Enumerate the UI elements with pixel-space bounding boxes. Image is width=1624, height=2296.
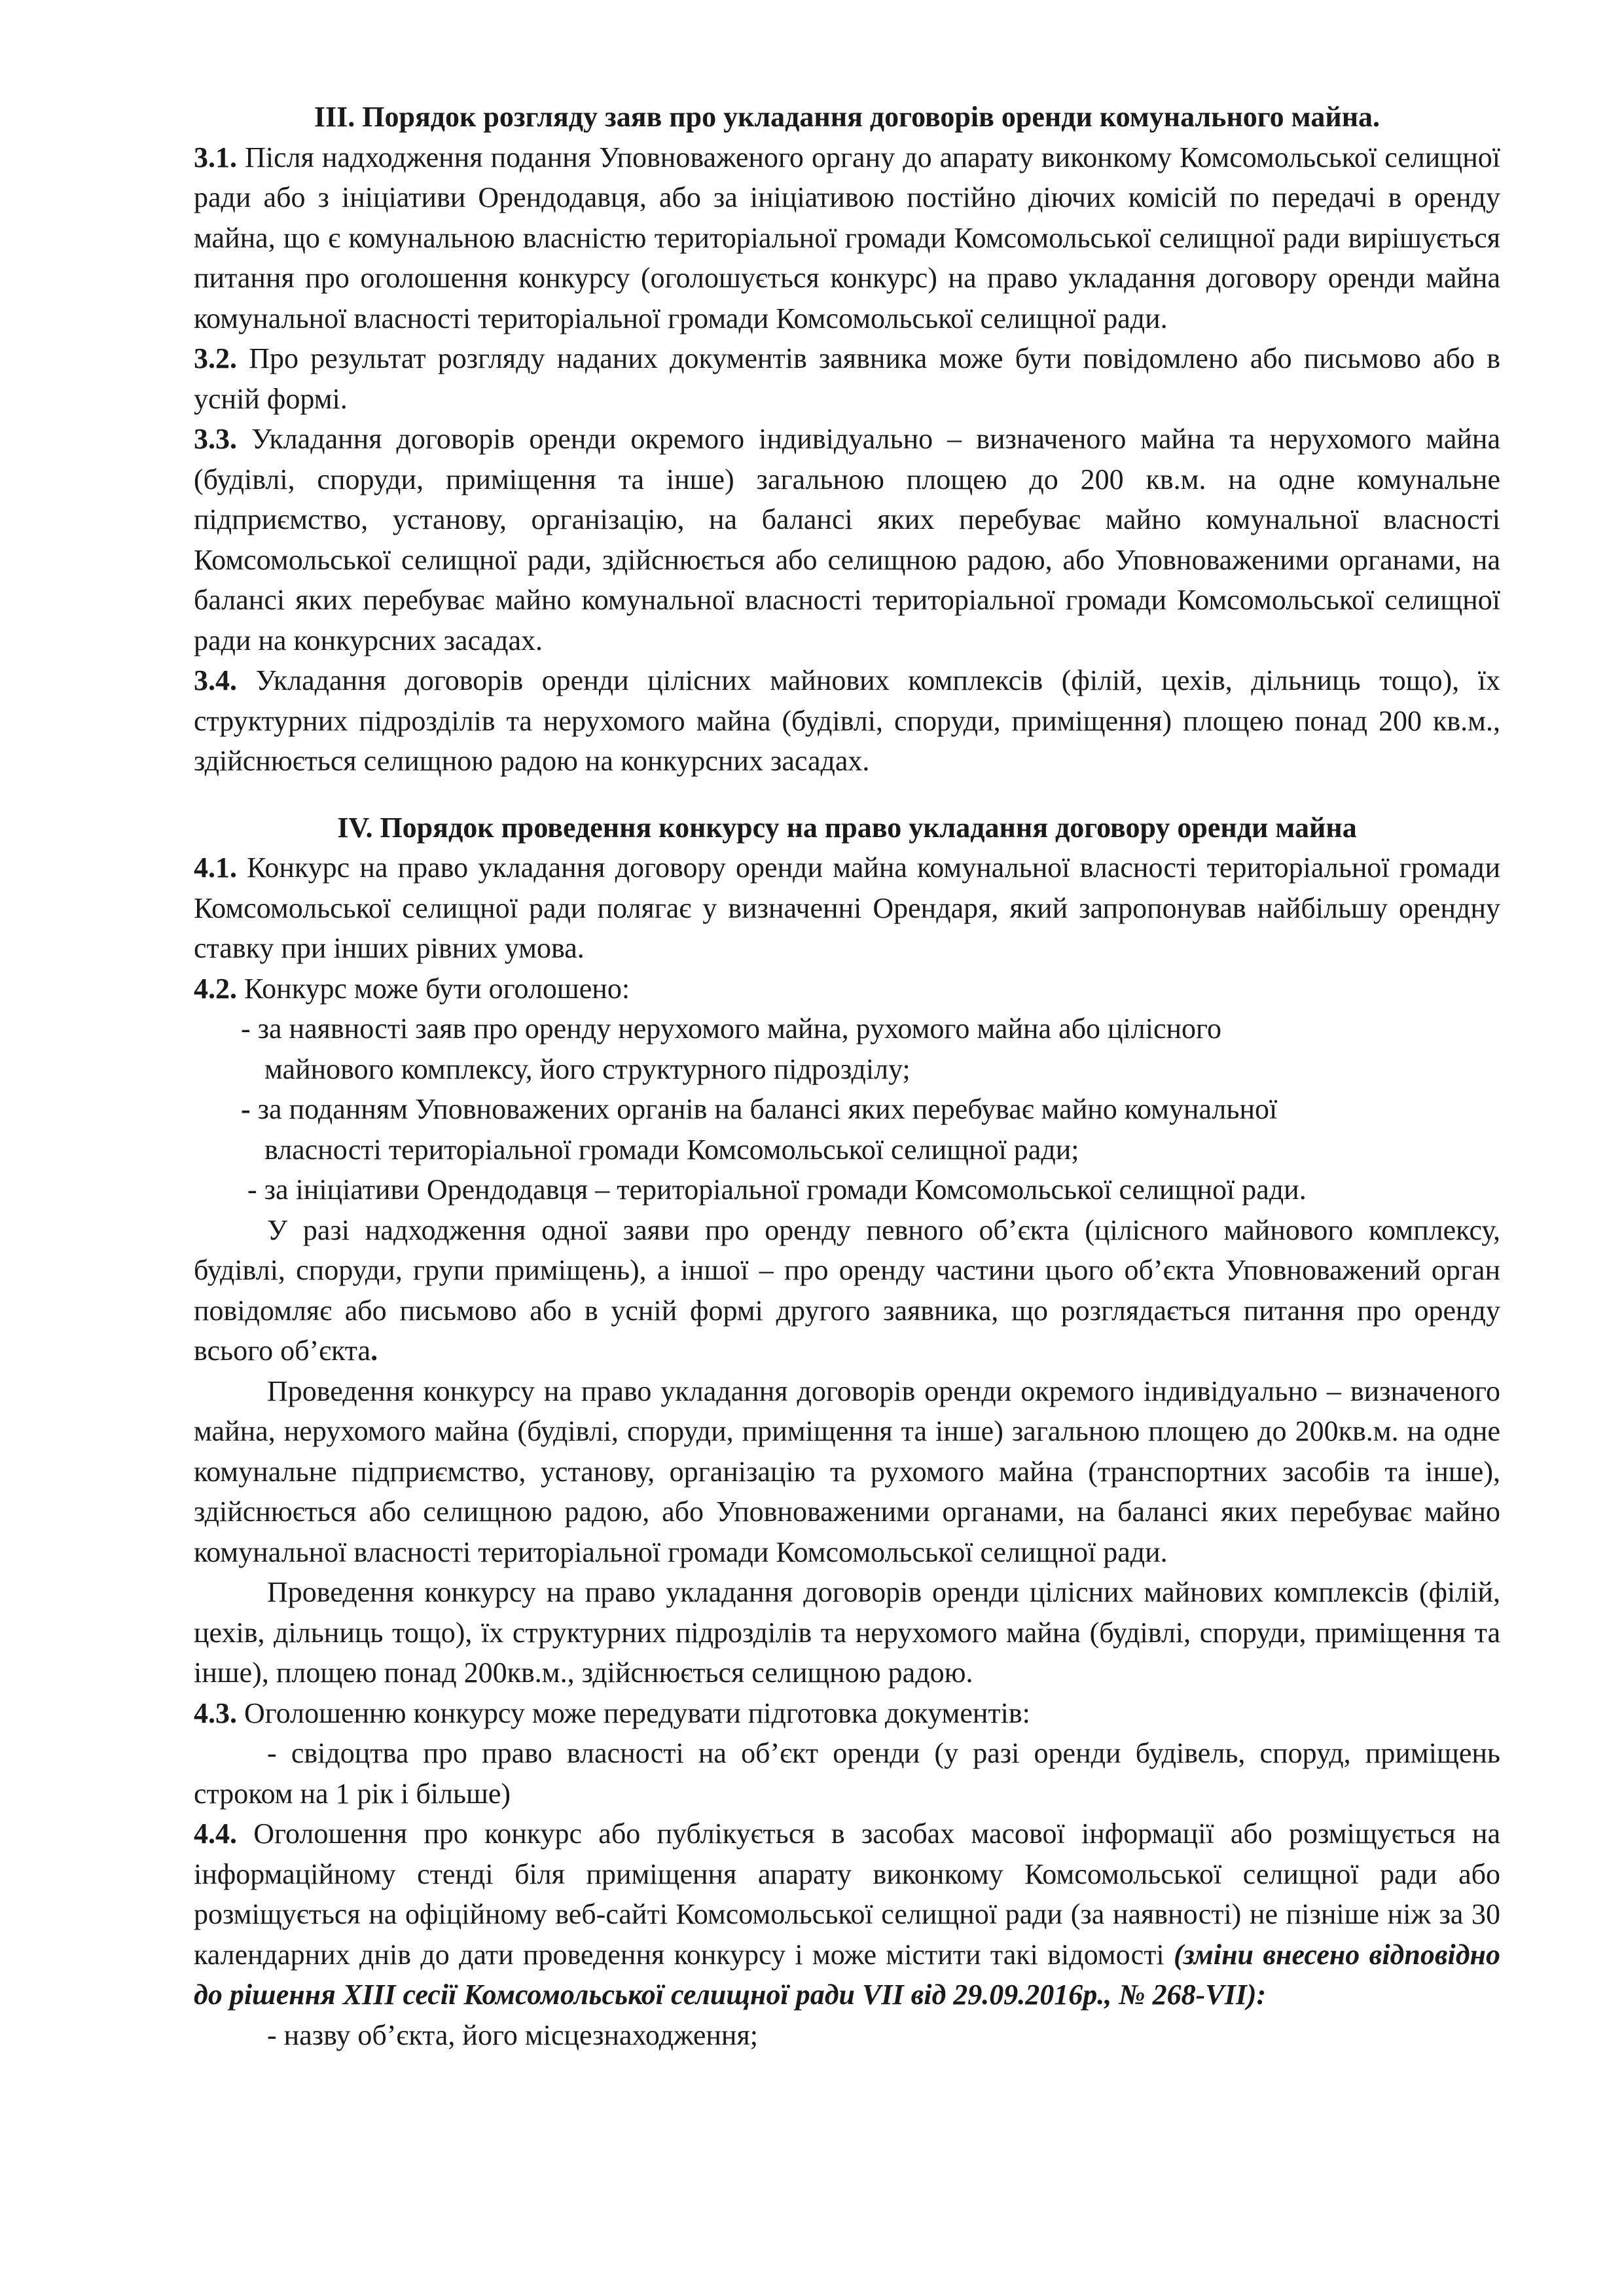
clause-4-1 [194,848,1500,969]
clause-3-3 [194,419,1500,660]
clause-number: 4.2. [194,972,237,1005]
section-4-heading: IV. Порядок проведення конкурсу на право укладання договору оренди майна [337,811,1357,844]
clause-4-4-item: - назву об’єкта, його місцезнаходження; [267,2018,758,2051]
list-item-line: майнового комплексу, його структурного підрозділу; [264,1052,911,1085]
clause-4-3-item: - свідоцтва про право власності на об’єкт оренди (у разі оренди будівель, споруд, приміщень строком на 1 рік і більше) [194,1737,1500,1810]
document-page [194,97,1500,2055]
clause-text: Укладання договорів оренди окремого індивідуально – визначеного майна та нерухомого майна (будівлі, споруди, приміщення та інше) загальною площею до 200 кв.м. на одне комунальне підприємство, установу, організацію, на балансі яких перебуває майно комунальної власності Комсомольської селищної ради, здійснюється або селищною радою, або Уповноваженими органами, на балансі яких перебуває майно комунальної власності територіальної громади Комсомольської селищної ради на конкурсних засадах. [194,423,1500,656]
clause-3-4 [194,660,1500,781]
clause-text: Укладання договорів оренди цілісних майнових комплексів (філій, цехів, дільниць тощо), їх структурних підрозділів та нерухомого майна (будівлі, споруди, приміщення) площею понад 200 кв.м., здійснюється селищною радою на конкурсних засадах. [194,664,1500,777]
list-item-line: за поданням Уповноважених органів на балансі яких перебуває майно комунальної [250,1093,1278,1125]
clause-text: Після надходження подання Уповноваженого органу до апарату виконкому Комсомольської селищної ради або з ініціативи Орендодавця, або за ініціативою постійно діючих комісій по передачі в оренду майна, що є комунальною власністю територіальної громади Комсомольської селищної ради вирішується питання про оголошення конкурсу (оголошується конкурс) на право укладання договору оренди майна комунальної власності територіальної громади Комсомольської селищної ради. [194,141,1500,334]
paragraph-property-complexes: Проведення конкурсу на право укладання договорів оренди цілісних майнових комплексів (філій, цехів, дільниць тощо), їх структурних підрозділів та нерухомого майна (будівлі, споруди, приміщення та інше), площею понад 200кв.м., здійснюється селищною радою. [194,1576,1500,1689]
clause-number: 4.3. [194,1696,237,1729]
list-item-initiative: - за ініціативи Орендодавця – територіальної громади Комсомольської селищної ради. [247,1174,1307,1206]
clause-number: 4.1. [194,852,237,884]
paragraph-text: У разі надходження одної заяви про оренду певного об’єкта (цілісного майнового комплексу, будівлі, споруди, групи приміщень), а іншої – про оренду частини цього об’єкта Уповноважений орган повідомляє або письмово або в усній формі другого заявника, що розглядається питання про оренду всього об’єкта [194,1213,1500,1367]
list-dash: - [241,1093,251,1125]
clause-number: 4.4. [194,1818,237,1850]
amendment-note: (зміни внесено відповідно до рішення ХІІІ сесії Комсомольської селищної ради VІІ від 29.09.2016р., № 268-VІІ): [194,1938,1500,2011]
list-item-applications [194,1009,1500,1089]
clause-number: 3.1. [194,141,237,173]
clause-text: Конкурс на право укладання договору оренди майна комунальної власності територіальної громади Комсомольської селищної ради полягає у визначенні Орендаря, який запропонував найбільшу орендну ставку при інших рівних умова. [194,852,1500,964]
paragraph-single-application [194,1210,1500,1371]
clause-3-2 [194,338,1500,419]
list-item-line: власності територіальної громади Комсомольської селищної ради; [264,1133,1079,1166]
clause-4-2 [194,969,1500,1009]
clause-text: Оголошення про конкурс або публікується в засобах масової інформації або розміщується на інформаційному стенді біля приміщення апарату виконкому Комсомольської селищної ради або розміщується на офіційному веб-сайті Комсомольської селищної ради (за наявності) не пізніше ніж за 30 календарних днів до дати проведення конкурсу і може містити такі відомості [194,1818,1500,1971]
clause-number: 3.3. [194,423,237,455]
clause-4-4 [194,1814,1500,2015]
clause-number: 3.4. [194,664,237,696]
clause-text: Про результат розгляду наданих документів заявника може бути повідомлено або письмово або в усній формі. [194,342,1500,415]
clause-text: Конкурс може бути оголошено: [237,972,630,1005]
list-item-line: - за наявності заяв про оренду нерухомого майна, рухомого майна або цілісного [241,1013,1221,1045]
list-item-submission [194,1089,1500,1170]
clause-number: 3.2. [194,342,237,374]
section-3-heading: ІІІ. Порядок розгляду заяв про укладання договорів оренди комунального майна. [314,101,1380,133]
paragraph-individual-property: Проведення конкурсу на право укладання договорів оренди окремого індивідуально – визначеного майна, нерухомого майна (будівлі, споруди, приміщення та інше) загальною площею до 200кв.м. на одне комунальне підприємство, установу, організацію та рухомого майна (транспортних засобів та інше), здійснюється або селищною радою, або Уповноваженими органами, на балансі яких перебуває майно комунальної власності територіальної громади Комсомольської селищної ради. [194,1374,1500,1568]
clause-3-1 [194,137,1500,339]
clause-text: Оголошенню конкурсу може передувати підготовка документів: [237,1696,1030,1729]
clause-4-3 [194,1693,1500,1734]
paragraph-end-dot: . [370,1335,378,1367]
